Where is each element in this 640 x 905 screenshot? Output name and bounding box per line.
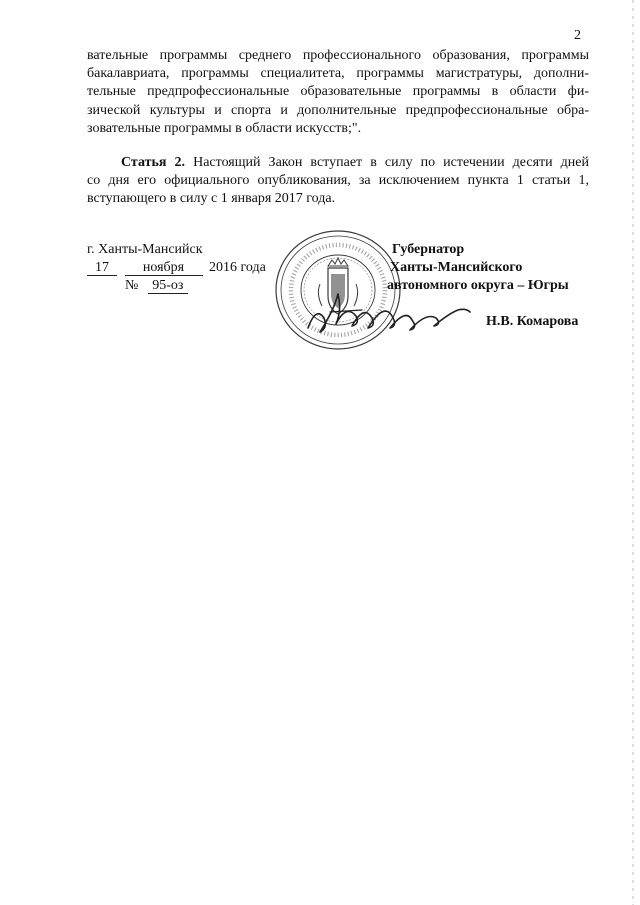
page-number: 2 xyxy=(574,28,581,43)
article-2-first-line xyxy=(87,154,589,172)
paragraph-continuation xyxy=(87,47,589,138)
governor-title: Губернатор xyxy=(392,242,465,257)
governor-district: автономного округа – Югры xyxy=(387,278,569,293)
date-day: 17 xyxy=(87,260,117,276)
page-edge-divider xyxy=(632,0,634,905)
text-line: бакалавриата, программы специалитета, программы магистратуры, дополни- xyxy=(87,66,589,82)
text-line: зовательные программы в области искусств;". xyxy=(87,120,362,136)
text-line: со дня его официального опубликования, за исключением пункта 1 статьи 1, xyxy=(87,173,589,189)
article-2-text: Настоящий Закон вступает в силу по истечении десяти дней xyxy=(185,155,589,170)
date-month: ноября xyxy=(125,260,203,276)
signing-place: г. Ханты-Мансийск xyxy=(87,242,203,257)
law-number xyxy=(125,277,188,295)
governor-region: Ханты-Мансийского xyxy=(390,260,523,275)
article-2-paragraph xyxy=(87,154,589,209)
article-2-label: Статья 2. xyxy=(121,155,186,170)
signing-date xyxy=(87,259,266,277)
date-year: 2016 года xyxy=(209,260,266,275)
text-line: вательные программы среднего профессионального образования, программы xyxy=(87,48,589,63)
text-line: вступающего в силу с 1 января 2017 года. xyxy=(87,191,336,207)
signature-icon xyxy=(302,288,474,336)
governor-name: Н.В. Комарова xyxy=(486,314,579,329)
number-value: 95-оз xyxy=(148,278,188,294)
text-line: тельные предпрофессиональные образовательные программы в области фи- xyxy=(87,84,589,100)
number-prefix: № xyxy=(125,278,139,293)
text-line: зической культуры и спорта и дополнительные предпрофессиональные обра- xyxy=(87,102,589,118)
